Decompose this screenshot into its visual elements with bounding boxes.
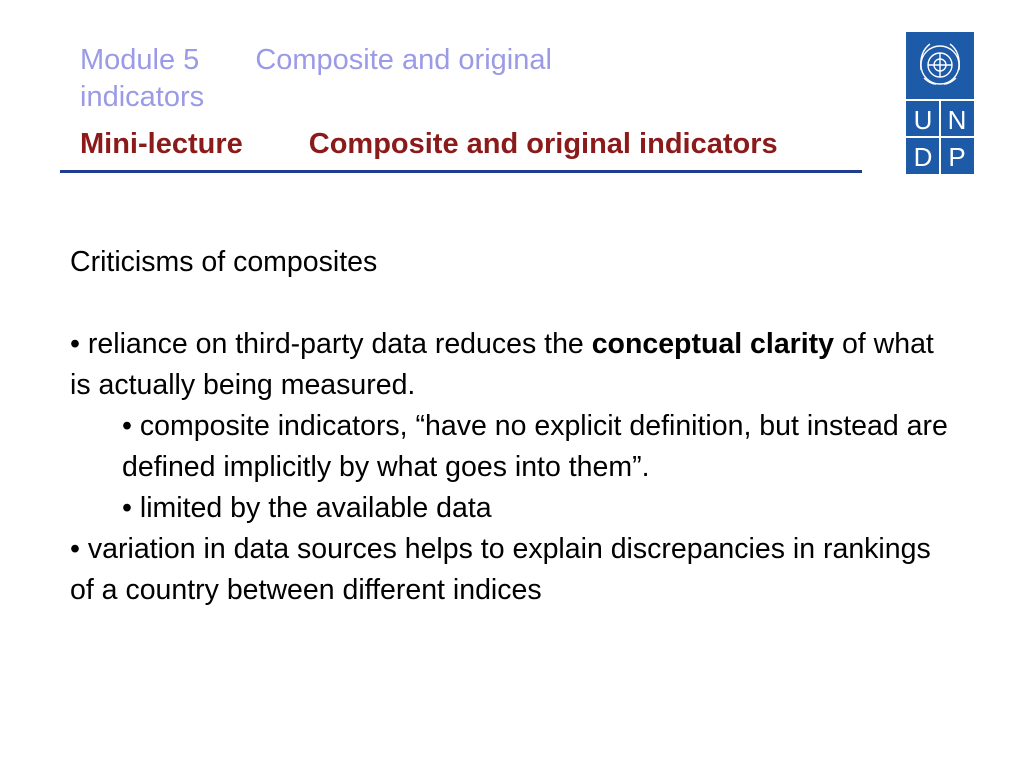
section-heading: Criticisms of composites <box>70 246 378 278</box>
bullet-emphasis: conceptual clarity <box>591 328 835 360</box>
bullet-third-party-data <box>70 324 950 406</box>
undp-logo <box>906 32 974 174</box>
undp-logo-graphic <box>906 32 974 174</box>
module-title <box>80 42 680 116</box>
sub-bullet-limited-data: • limited by the available data <box>122 492 492 524</box>
lecture-title <box>80 126 780 163</box>
logo-letter-u: U <box>913 105 933 135</box>
bullet-text-continued: of what is actually being measured. <box>70 328 934 401</box>
module-title-text: Composite and original indicators <box>80 44 552 113</box>
logo-letter-d: D <box>913 142 933 172</box>
lecture-label: Mini-lecture <box>80 128 243 160</box>
title-underline <box>60 170 862 173</box>
lecture-title-text: Composite and original indicators <box>308 128 778 160</box>
logo-letter-p: P <box>948 142 966 172</box>
slide-body <box>70 242 950 611</box>
module-label: Module 5 <box>80 44 200 76</box>
sub-bullet-no-definition: • composite indicators, “have no explicit definition, but instead are defined implicitly by what goes into them”. <box>122 410 948 483</box>
paragraph-spacer <box>70 283 950 324</box>
logo-letter-n: N <box>947 105 967 135</box>
bullet-data-sources: • variation in data sources helps to explain discrepancies in rankings of a country between different indices <box>70 533 931 606</box>
bullet-text: • reliance on third-party data reduces the <box>70 328 592 360</box>
